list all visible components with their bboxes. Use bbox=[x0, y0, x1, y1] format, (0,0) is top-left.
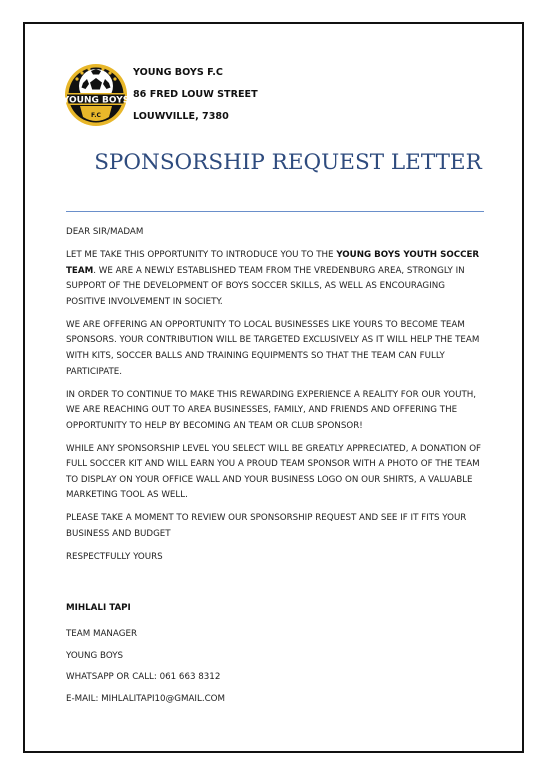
title-divider bbox=[66, 211, 484, 212]
letter-body bbox=[66, 225, 486, 573]
paragraph-review: PLEASE TAKE A MOMENT TO REVIEW OUR SPONSORSHIP REQUEST AND SEE IF IT FITS YOUR BUSINESS AND BUDGET bbox=[66, 513, 467, 540]
contact-phone: WHATSAPP OR CALL: 061 663 8312 bbox=[66, 672, 221, 682]
salutation: DEAR SIR/MADAM bbox=[66, 227, 144, 237]
paragraph-outreach: IN ORDER TO CONTINUE TO MAKE THIS REWARDING EXPERIENCE A REALITY FOR OUR YOUTH, WE ARE REACHING OUT TO AREA BUSINESSES, FAMILY, AND FRIENDS AND OFFERING THE OPPORTUNITY TO HELP BY BECOMING AN TEAM OR CLUB SPONSOR! bbox=[66, 389, 477, 431]
logo-top-text: YOUNG BOYS bbox=[63, 95, 129, 106]
club-logo bbox=[63, 62, 129, 128]
closing: RESPECTFULLY YOURS bbox=[66, 552, 163, 563]
logo-bottom-text: F.C bbox=[91, 112, 101, 119]
intro-text-end: . WE ARE A NEWLY ESTABLISHED TEAM FROM THE VREDENBURG AREA, STRONGLY IN SUPPORT OF THE DEVELOPMENT OF BOYS SOCCER SKILLS, AS WELL AS ENCOURAGING POSITIVE INVOLVEMENT IN SOCIETY. bbox=[66, 265, 465, 307]
intro-text-start: LET ME TAKE THIS OPPORTUNITY TO INTRODUCE YOU TO THE bbox=[66, 249, 337, 260]
contact-email: E-MAIL: MIHLALITAPI10@GMAIL.COM bbox=[66, 694, 225, 704]
signatory-team: YOUNG BOYS bbox=[66, 651, 124, 661]
street-address: 86 FRED LOUW STREET bbox=[133, 89, 258, 100]
team-name-bold: YOUNG BOYS YOUTH SOCCER TEAM bbox=[66, 249, 480, 276]
paragraph-introduction bbox=[66, 248, 486, 310]
paragraph-donation: WHILE ANY SPONSORSHIP LEVEL YOU SELECT WILL BE GREATLY APPRECIATED, A DONATION OF FULL SOCCER KIT AND WILL EARN YOU A PROUD TEAM SPONSOR WITH A PHOTO OF THE TEAM TO DISPLAY ON YOUR OFFICE WALL AND YOUR BUSINESS LOGO ON OUR SHIRTS, A VALUABLE MARKETING TOOL AS WELL. bbox=[66, 443, 482, 501]
paragraph-offer: WE ARE OFFERING AN OPPORTUNITY TO LOCAL BUSINESSES LIKE YOURS TO BECOME TEAM SPONSORS. YOUR CONTRIBUTION WILL BE TARGETED EXCLUSIVELY AS IT WILL HELP THE TEAM WITH KITS, SOCCER BALLS AND TRAINING EQUIPMENTS SO THAT THE TEAM CAN FULLY PARTICIPATE. bbox=[66, 319, 480, 377]
town-postcode: LOUWVILLE, 7380 bbox=[133, 111, 229, 122]
logo-banner bbox=[63, 93, 129, 105]
signatory-name: MIHLALI TAPI bbox=[66, 603, 131, 613]
signatory-role: TEAM MANAGER bbox=[66, 629, 137, 639]
club-name: YOUNG BOYS F.C bbox=[133, 67, 223, 78]
letterhead-address bbox=[133, 62, 258, 128]
letter-title: SPONSORSHIP REQUEST LETTER bbox=[94, 150, 482, 175]
